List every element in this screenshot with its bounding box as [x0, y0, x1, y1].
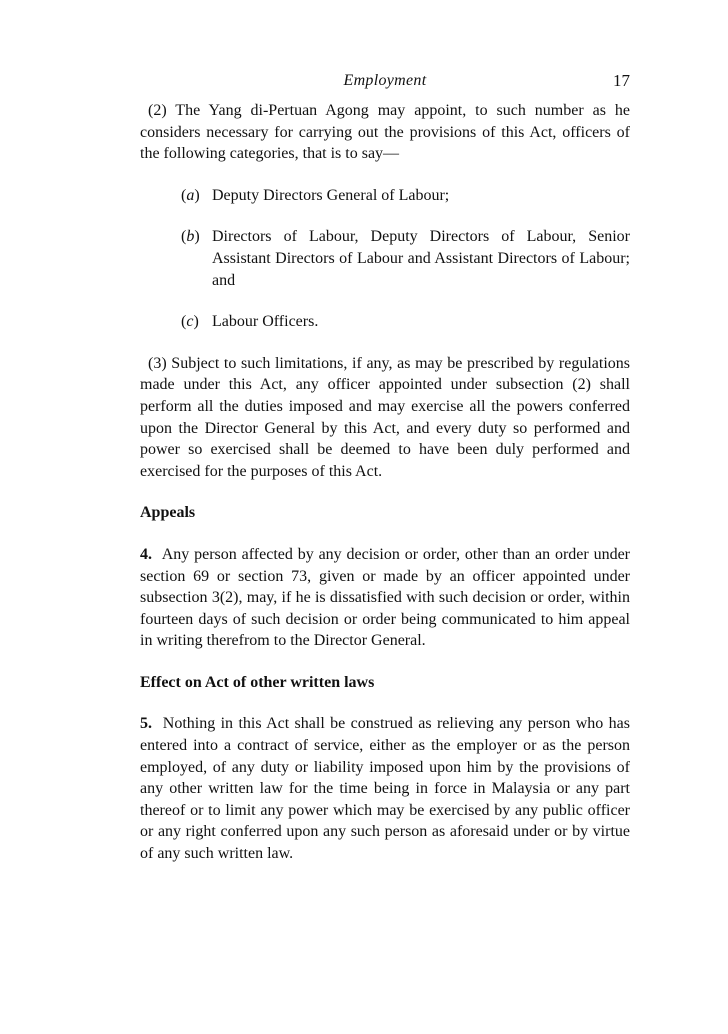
list-item-label-b: (b) — [181, 228, 200, 246]
running-header — [140, 70, 630, 94]
list-item-label-c: (c) — [181, 313, 199, 331]
section-5-text: Nothing in this Act shall be construed as relieving any person who has entered into a contract of service, either as the employer or as the person employed, of any duty or liability imposed upon him by the provisions of any other written law for the time being in force in Malaysia or any part thereof or to limit any power which may be exercised by any public officer or any right conferred upon any such person as aforesaid under or by virtue of any such written law. — [140, 715, 631, 863]
section-5-number: 5. — [140, 715, 152, 733]
section-4-number: 4. — [140, 545, 152, 563]
section-4-heading: Appeals — [140, 504, 196, 522]
list-item-b — [140, 226, 630, 291]
page-number: 17 — [613, 71, 630, 90]
section-5-heading: Effect on Act of other written laws — [140, 673, 375, 691]
page-body — [140, 100, 630, 865]
subsection-3-3: (3) Subject to such limitations, if any, as may be prescribed by regulations made under this Act, any officer appointed under subsection (2) shall perform all the duties imposed and may exercise all the powers conferred upon the Director General by this Act, and every duty so performed and power so exercised shall be deemed to have been duly performed and exercised for the purposes of this Act. — [140, 354, 630, 480]
list-item-text-b: Directors of Labour, Deputy Directors of Labour, Senior Assistant Directors of Labour and Assistant Directors of Labour; and — [212, 228, 630, 289]
section-5-body — [140, 713, 630, 864]
subsection-3-2: (2) The Yang di-Pertuan Agong may appoint, to such number as he considers necessary for carrying out the provisions of this Act, officers of the following categories, that is to say— — [140, 102, 630, 163]
list-item-text-c: Labour Officers. — [212, 313, 319, 331]
list-item-a — [140, 185, 630, 207]
section-4-body — [140, 544, 630, 652]
running-title: Employment — [343, 72, 427, 89]
section-4-text: Any person affected by any decision or order, other than an order under section 69 or section 73, given or made by an officer appointed under subsection 3(2), may, if he is dissatisfied with such decision or order, within fourteen days of such decision or order being communicated to him appeal in writing therefrom to the Director General. — [140, 545, 630, 650]
list-item-c — [140, 311, 630, 333]
list-item-text-a: Deputy Directors General of Labour; — [212, 186, 450, 204]
list-item-label-a: (a) — [181, 186, 200, 204]
